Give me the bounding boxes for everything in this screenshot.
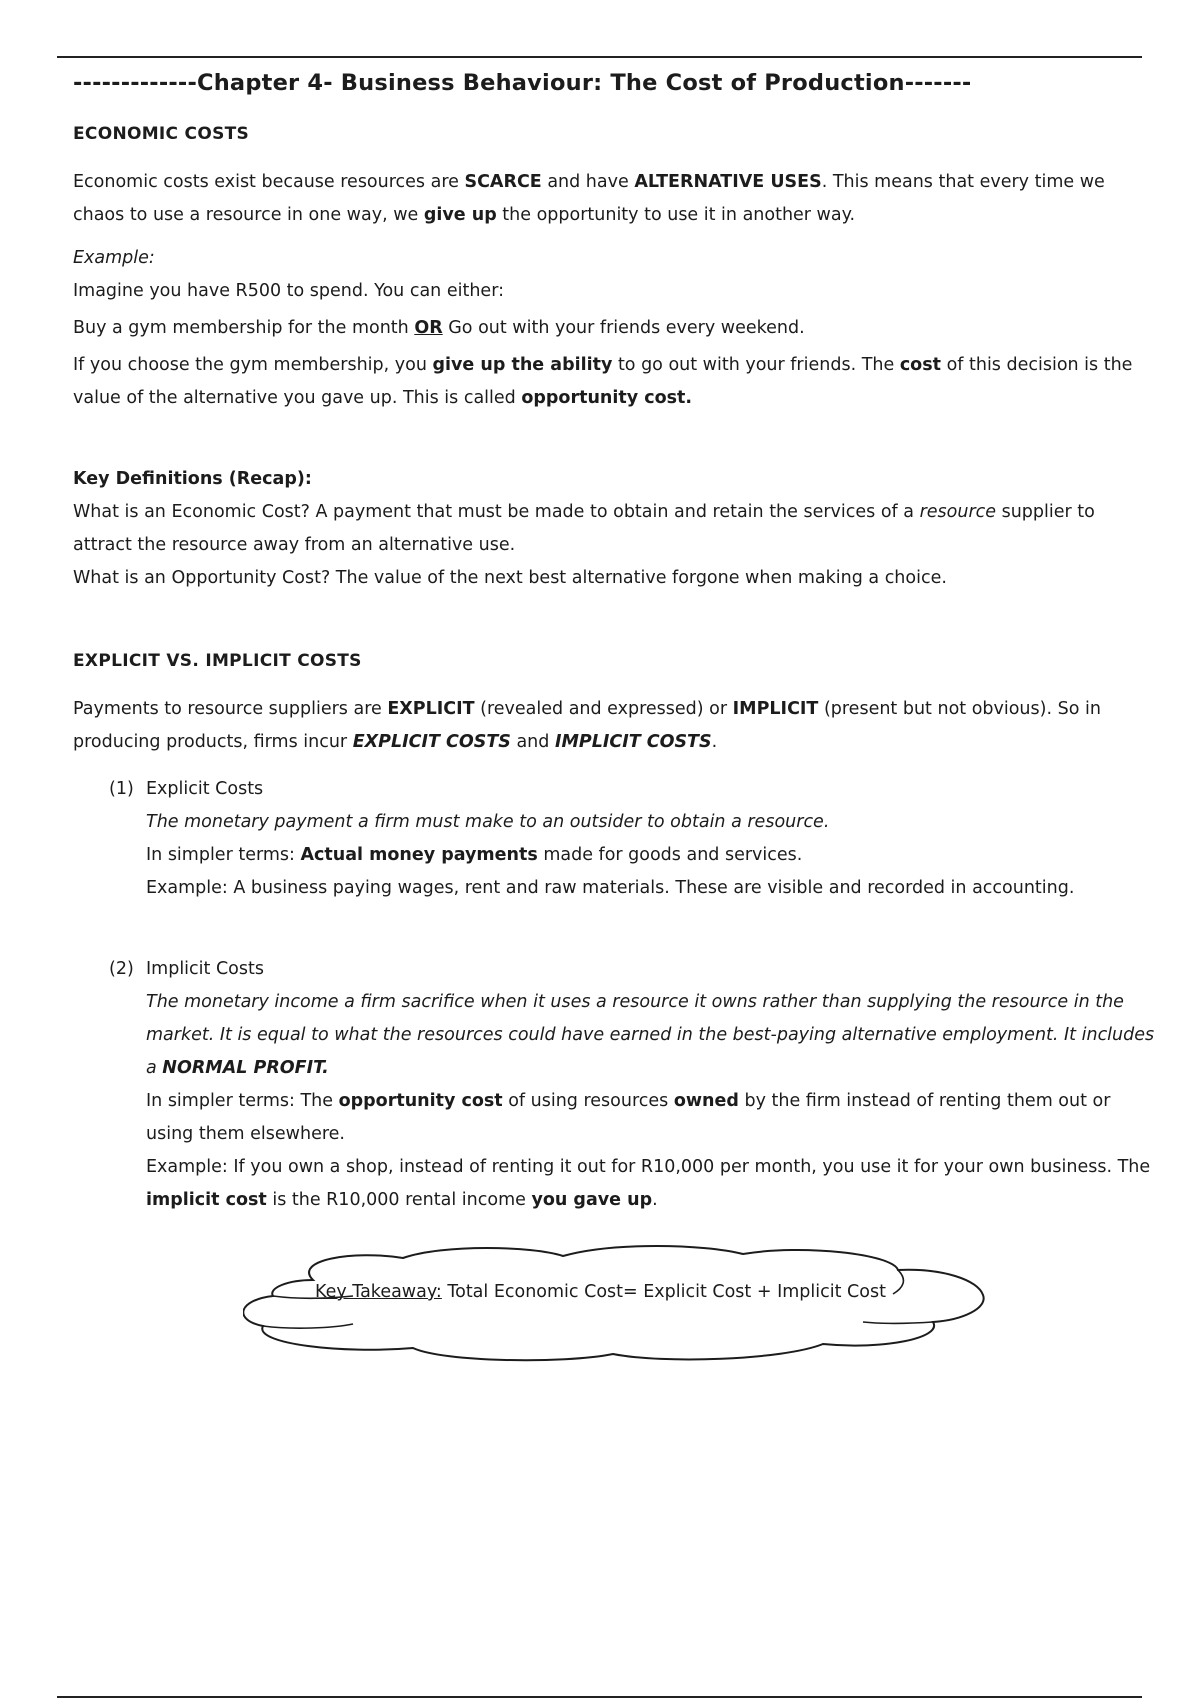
example-line-3: If you choose the gym membership, you give up the ability to go out with your friends. The cost of this decision is the value of the alternative you gave up. This is called opportunity cost. [73,355,1133,408]
key-takeaway-cloud [243,1240,988,1365]
explicit-simple: In simpler terms: Actual money payments made for goods and services. [146,845,803,865]
list-item-explicit-costs [73,773,1158,905]
section-heading-explicit-implicit: EXPLICIT VS. IMPLICIT COSTS [73,651,362,671]
key-takeaway-text: Key Takeaway: Total Economic Cost= Explicit Cost + Implicit Cost [315,1282,886,1302]
list-item-title: Explicit Costs [146,779,264,799]
top-rule [57,56,1142,58]
definition-economic-cost: What is an Economic Cost? A payment that must be made to obtain and retain the services of a resource supplier to attract the resource away from an alternative use. [73,502,1095,555]
definition-opportunity-cost: What is an Opportunity Cost? The value of the next best alternative forgone when making a choice. [73,568,947,588]
alternative-uses-emphasis: ALTERNATIVE USES [634,172,822,192]
list-item-implicit-costs [73,953,1158,1217]
or-emphasis: OR [414,318,443,338]
list-number: (2) [109,959,134,979]
explicit-implicit-intro: Payments to resource suppliers are EXPLICIT (revealed and expressed) or IMPLICIT (present but not obvious). So in producing products, firms incur EXPLICIT COSTS and IMPLICIT COSTS. [73,699,1101,752]
implicit-example: Example: If you own a shop, instead of renting it out for R10,000 per month, you use it for your own business. The implicit cost is the R10,000 rental income you gave up. [146,1157,1151,1210]
example-label: Example: [73,248,155,268]
bottom-rule [57,1696,1142,1698]
economic-costs-intro: Economic costs exist because resources are SCARCE and have ALTERNATIVE USES. This means that every time we chaos to use a resource in one way, we give up the opportunity to use it in another way. [73,172,1105,225]
key-takeaway-label: Key Takeaway: [315,1282,442,1302]
explicit-definition: The monetary payment a firm must make to an outsider to obtain a resource. [146,812,830,832]
implicit-definition: The monetary income a firm sacrifice when it uses a resource it owns rather than supplying the resource in the market. It is equal to what the resources could have earned in the best-paying alternative employment. It includes a NORMAL PROFIT. [146,992,1155,1078]
explicit-example: Example: A business paying wages, rent and raw materials. These are visible and recorded in accounting. [146,878,1075,898]
section-heading-economic-costs: ECONOMIC COSTS [73,124,250,144]
key-definitions-heading: Key Definitions (Recap): [73,469,312,489]
example-line-1: Imagine you have R500 to spend. You can either: [73,281,504,301]
example-line-2: Buy a gym membership for the month OR Go out with your friends every weekend. [73,318,805,338]
document-page [73,70,1158,1217]
implicit-simple: In simpler terms: The opportunity cost of using resources owned by the firm instead of renting them out or using them elsewhere. [146,1091,1111,1144]
list-number: (1) [109,779,134,799]
give-up-emphasis: give up [423,205,497,225]
scarce-emphasis: SCARCE [464,172,542,192]
chapter-title: -------------Chapter 4- Business Behaviour: The Cost of Production------- [73,70,972,96]
list-item-title: Implicit Costs [146,959,264,979]
